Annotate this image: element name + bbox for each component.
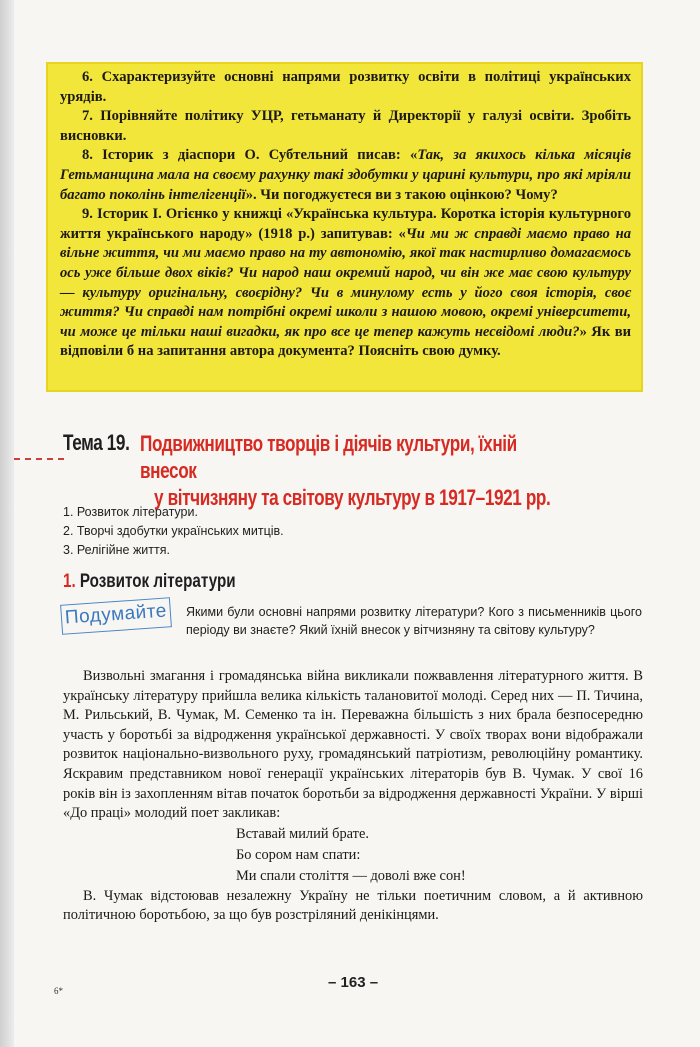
question-6: 6. Схарактеризуйте основні напрями розвитку освіти в політиці українських урядів. [60, 69, 631, 105]
plan-item: 1. Розвиток літератури. [63, 505, 198, 519]
section-number: 1. [63, 571, 76, 592]
poem-line: Ми спали століття — доволі вже сон! [236, 867, 466, 884]
topic-title-line-2: у вітчизняну та світову культуру в 1917–1921 рр. [154, 485, 551, 510]
paragraph-1: Визвольні змагання і громадянська війна викликали пожвавлення літературного життя. В українську літературу прийшла велика кількість талановитої молоді. Серед них — П. Тичина, М. Рильський, В. Чумак, М. Семенко та ін. Переважна більшість з них брала безпосередню участь у боротьбі за відродження української державності. У своїх творах вони відображали розвиток національно-визвольного руху, громадянський патріотизм, революційну романтику. Яскравим представником нової генерації українських літераторів був В. Чумак. У свої 16 років він із захопленням вітав початок боротьби за відродження державності України. У вірші «До праці» молодий поет закликав: [63, 668, 643, 822]
paragraph-2: В. Чумак відстоював незалежну Україну не тільки поетичним словом, а й активною політичною боротьбою, за що був розстріляний денікінцями. [63, 887, 643, 924]
question-9: 9. Історик І. Огієнко у книжці «Українська культура. Коротка історія культурного життя українського народу» (1918 р.) запитував: «Чи ми ж справді маємо право на вільне життя, чи ми маємо право на ту автономію, якої так настирливо домагаємось ось уже більше двох віків? Чи народ наш окремий народ, чи він же має свою культуру — культуру оригінальну, своєрідну? Чи в минулому есть у його своя історія, своє життя? Чи справді нам потрібні окремі школи з нашою мовою, окремі університети, чи може це тільки наші вигадки, як про все це тепер кажуть несвідомі люди?» Як ви відповіли б на запитання автора документа? Поясніть свою думку. [60, 206, 631, 360]
poem-quote [236, 824, 643, 887]
topic-label: Тема 19. [63, 430, 130, 455]
plan-item: 2. Творчі здобутки українських митців. [63, 524, 284, 538]
topic-header [14, 430, 700, 510]
page-gutter [0, 0, 14, 1047]
page-number: – 163 – [328, 974, 379, 991]
topic-plan [63, 503, 284, 560]
textbook-page [14, 0, 700, 1047]
plan-item: 3. Релігійне життя. [63, 543, 170, 557]
question-8: 8. Історик з діаспори О. Субтельний писав: «Так, за якихось кілька місяців Гетьманщина мала на своєму рахунку такі здобутки у царині культури, про які мріяли багато поколінь інтелігенції». Чи погоджуєтеся ви з такою оцінкою? Чому? [60, 147, 631, 203]
think-question: Якими були основні напрями розвитку літератури? Кого з письменників цього періоду ви знаєте? Який їхній внесок у вітчизняну та світову культуру? [186, 605, 642, 637]
poem-line: Бо сором нам спати: [236, 846, 361, 863]
printer-signature: 6* [54, 986, 63, 996]
topic-title-line-1: Подвижництво творців і діячів культури, їхній внесок [140, 431, 517, 483]
poem-line: Вставай милий брате. [236, 825, 369, 842]
main-text [63, 667, 643, 926]
questions-box [46, 62, 643, 392]
topic-title [140, 430, 577, 511]
section-title: Розвиток літератури [79, 571, 236, 592]
think-stamp: Подумайте [60, 597, 172, 635]
section-heading [63, 571, 236, 593]
topic-divider [14, 458, 64, 460]
question-7: 7. Порівняйте політику УЦР, гетьманату й Директорії у галузі освіти. Зробіть висновки. [60, 108, 631, 144]
